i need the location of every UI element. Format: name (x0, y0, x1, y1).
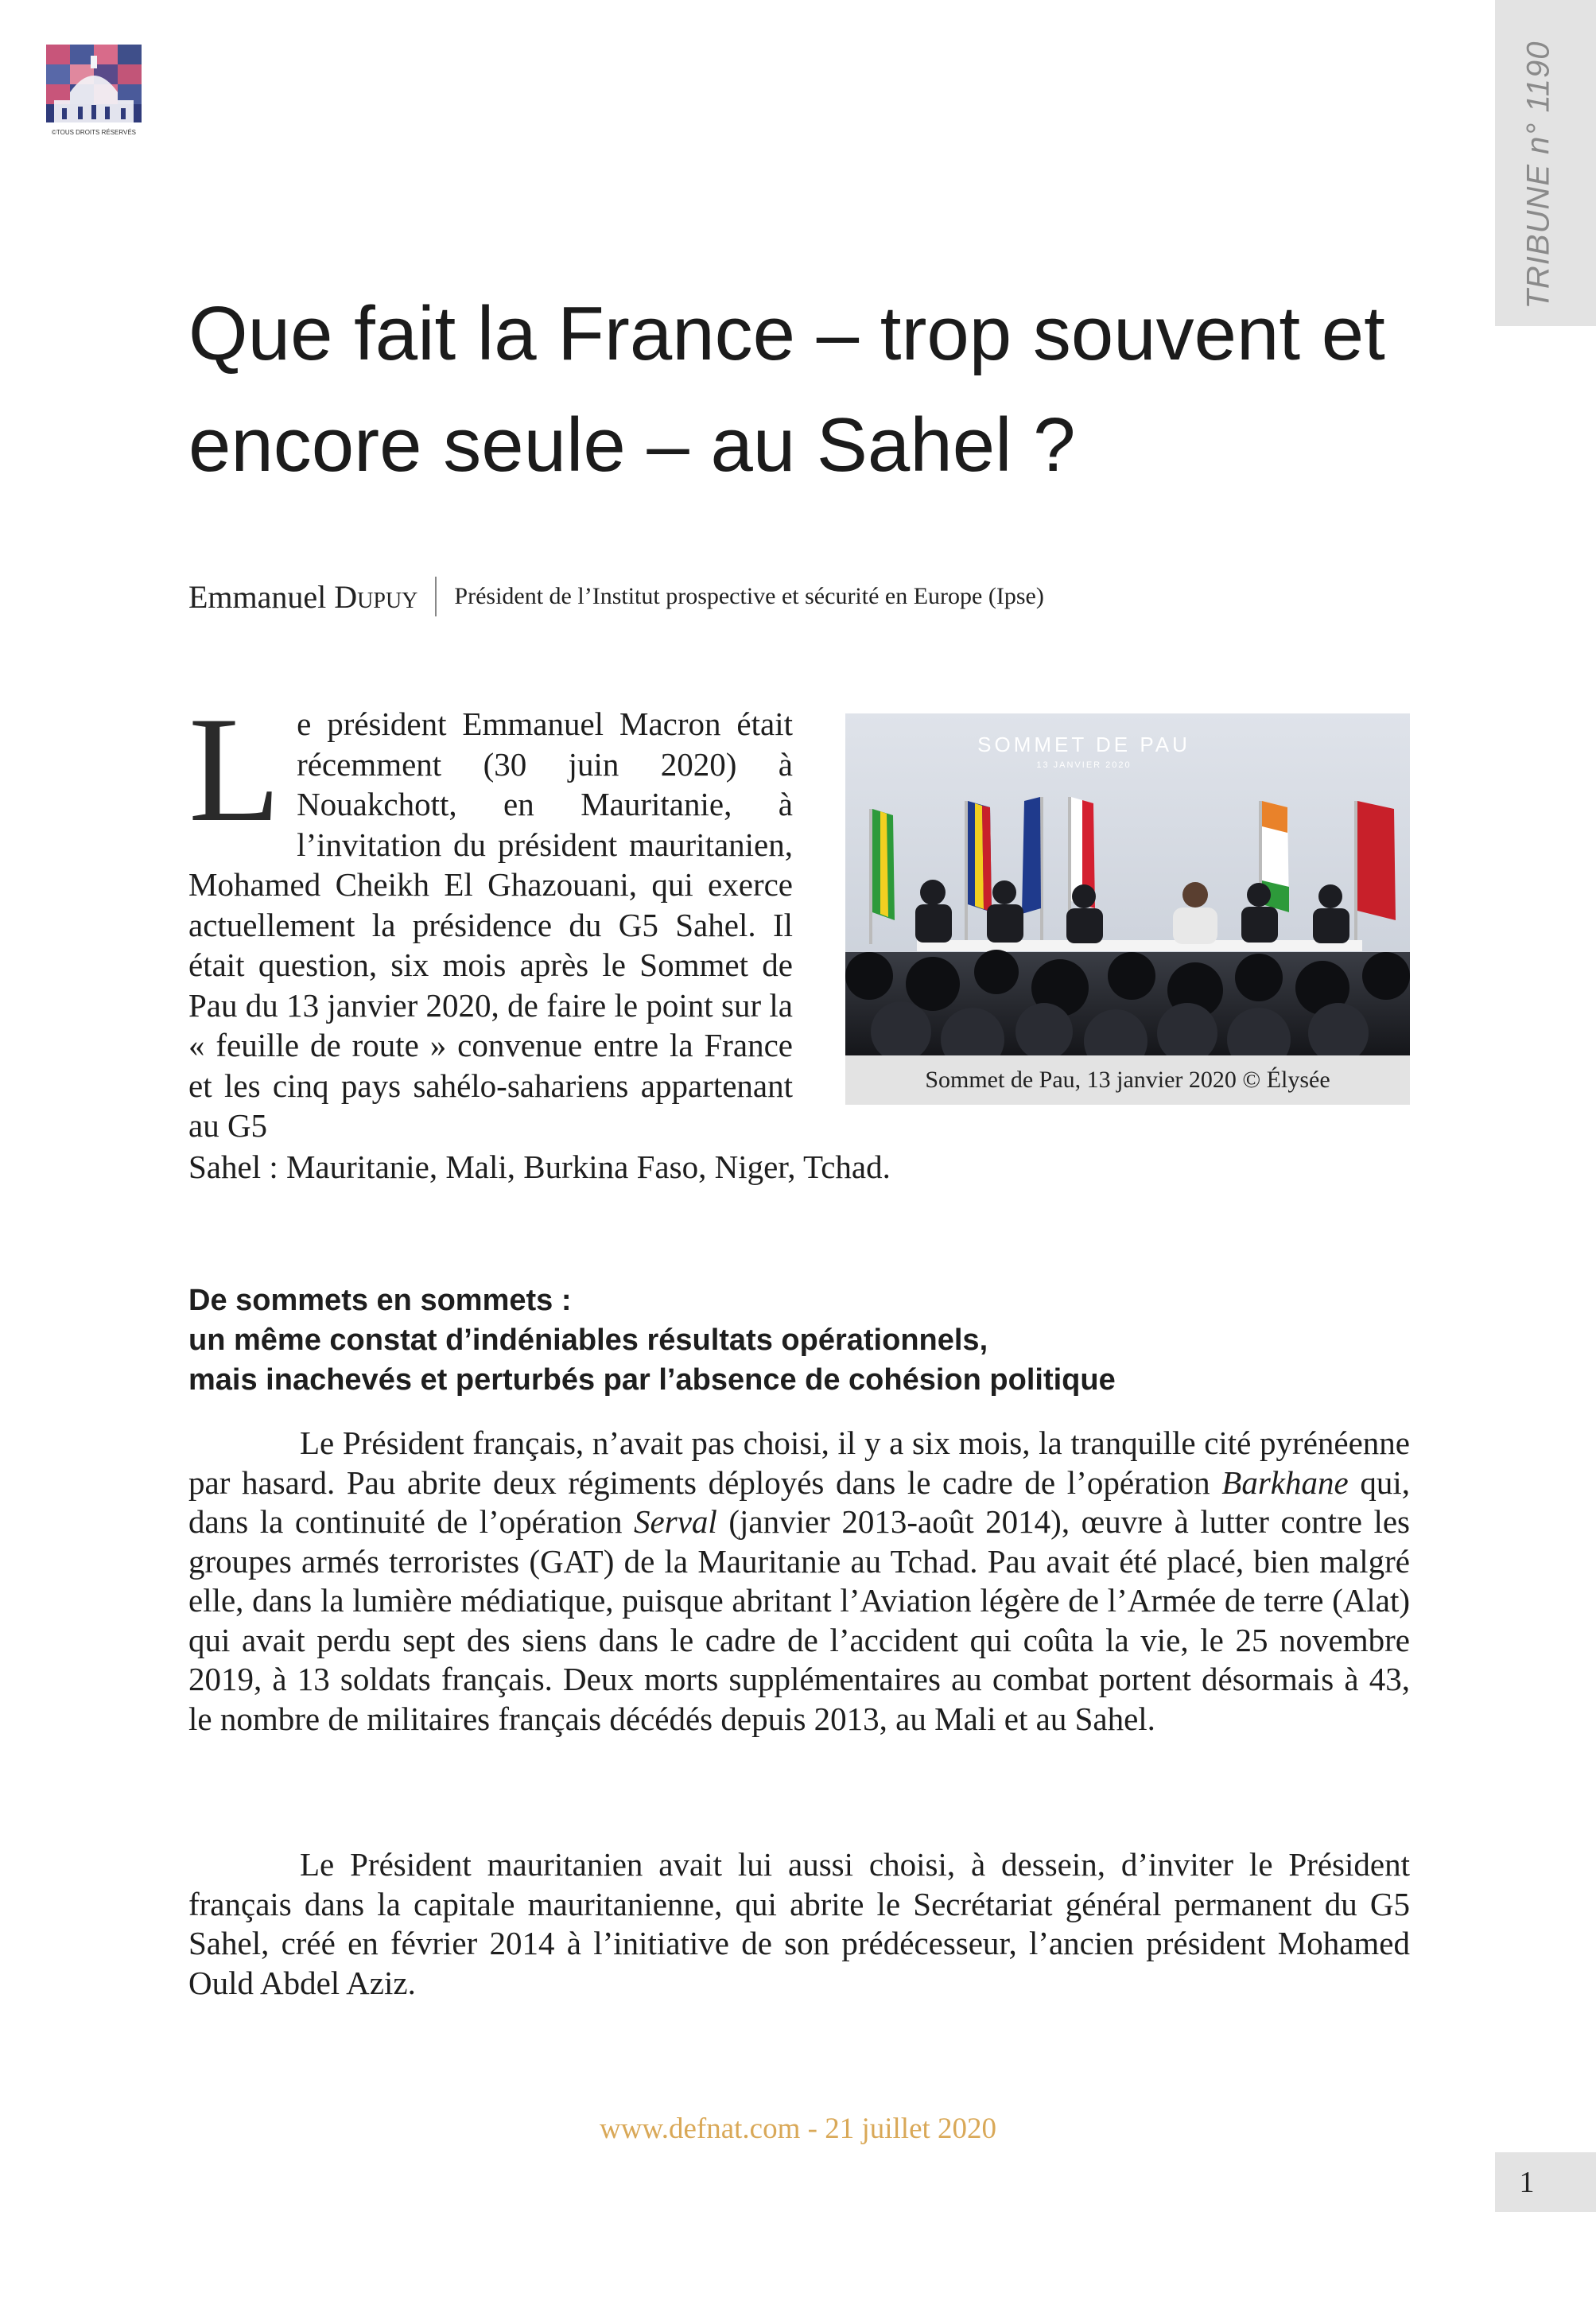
section-heading-line: mais inachevés et perturbés par l’absence de cohésion politique (188, 1363, 1116, 1397)
operation-name: Barkhane (1221, 1463, 1349, 1501)
section-heading (188, 1281, 1429, 1400)
section-heading-line: De sommets en sommets : (188, 1284, 572, 1317)
body-text: qui, dans la continuité de l’opération (188, 1463, 1410, 1540)
intro-paragraph-end: Sahel : Mauritanie, Mali, Burkina Faso, Niger, Tchad. (188, 1149, 891, 1185)
body-paragraph (188, 1424, 1410, 1739)
logo-caption: ©TOUS DROITS RÉSERVÉS (51, 129, 137, 136)
page-number: 1 (1519, 2165, 1535, 2199)
photo-banner: SOMMET DE PAU (977, 733, 1190, 756)
author-last-name: Dupuy (334, 578, 418, 615)
logo (46, 45, 142, 140)
body-text: Le Président français, n’avait pas choisi, il y a six mois, la tranquille cité pyrénéenne par hasard. Pau abrite deux régiments déployés dans le cadre de l’opération (188, 1425, 1410, 1501)
logo-emblem-icon (46, 45, 142, 140)
summit-photo-image (845, 713, 1410, 1055)
intro-text: e président Emmanuel Macron était récemment (30 juin 2020) à Nouakchott, en Mauritanie, à l’invitation du président mauritanien, Mohamed Cheikh El Ghazouani, qui exerce actuellement la présidence du G5 Sahel. Il était question, six mois après le Sommet de Pau du 13 janvier 2020, de faire le point sur la « feuille de route » convenue entre la France et les cinq pays sahélo-sahariens appartenant au G5 (188, 705, 793, 1144)
intro-paragraph (188, 686, 793, 1144)
summit-photo (845, 713, 1410, 1055)
operation-name: Serval (634, 1503, 717, 1540)
drop-cap: L (188, 686, 282, 853)
author-first-name: Emmanuel (188, 578, 327, 615)
side-tab-label: TRIBUNE n° 1190 (1520, 41, 1556, 309)
author-role: Président de l’Institut prospective et sécurité en Europe (Ipse) (454, 583, 1044, 609)
byline-divider (435, 577, 437, 616)
byline (188, 573, 1421, 620)
side-tab-label-wrap (1503, 40, 1575, 310)
footer-source: www.defnat.com - 21 juillet 2020 (599, 2112, 997, 2145)
photo-banner-date: 13 JANVIER 2020 (1036, 760, 1132, 770)
article-title: Que fait la France – trop souvent et encore seule – au Sahel ? (188, 291, 1385, 488)
body-paragraph: Le Président mauritanien avait lui aussi choisi, à dessein, d’inviter le Président français dans la capitale mauritanienne, qui abrite le Secrétariat général permanent du G5 Sahel, créé en février 2014 à l’initiative de son prédécesseur, l’ancien président Mohamed Ould Abdel Aziz. (188, 1846, 1410, 2001)
section-heading-line: un même constat d’indéniables résultats opérationnels, (188, 1323, 988, 1357)
photo-caption: Sommet de Pau, 13 janvier 2020 © Élysée (845, 1055, 1410, 1105)
body-text: (janvier 2013-août 2014), œuvre à lutter contre les groupes armés terroristes (GAT) de la Mauritanie au Tchad. Pau avait été placé, bien malgré elle, dans la lumière médiatique, puisque abritant l’Aviation légère de l’Armée de terre (Alat) qui avait perdu sept des siens dans le cadre de l’accident qui coûta la vie, le 25 novembre 2019, à 13 soldats français. Deux morts supplémentaires au combat portent désormais à 43, le nombre de militaires français décédés depuis 2013, au Mali et au Sahel. (188, 1503, 1411, 1737)
